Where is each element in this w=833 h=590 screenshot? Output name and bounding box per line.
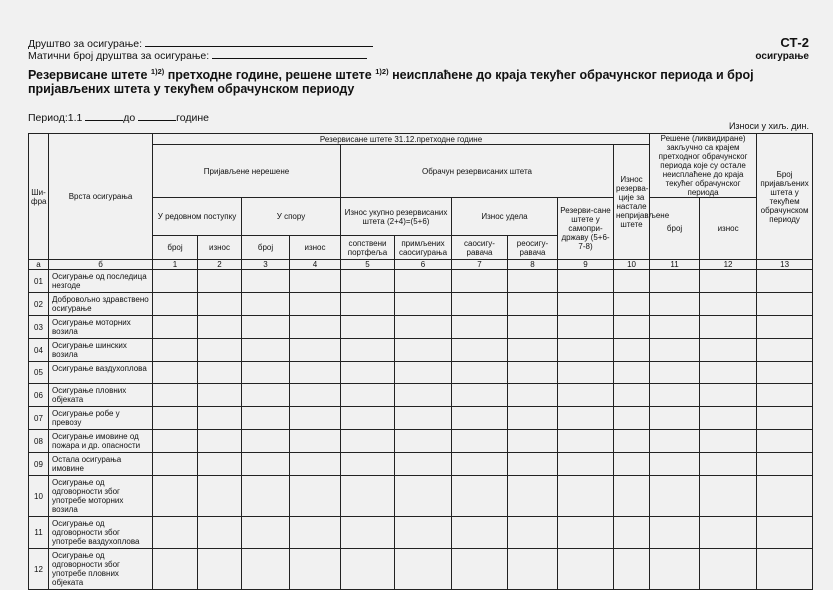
row-insurance-type: Осигурање пловних објеката [49,384,153,407]
table-row [29,453,813,476]
value-cell[interactable] [614,517,650,549]
header-regular-iznos: износ [198,236,242,260]
value-cell[interactable] [757,407,813,430]
value-cell[interactable] [700,549,757,590]
value-cell[interactable] [153,384,198,407]
value-cell[interactable] [395,517,452,549]
header-resolved-iznos: износ [700,198,757,260]
row-insurance-type: Осигурање имовине од пожара и др. опасности [49,430,153,453]
value-cell[interactable] [395,407,452,430]
value-cell[interactable] [341,517,395,549]
column-number: 11 [650,260,700,270]
value-cell[interactable] [395,384,452,407]
period-middle: до [123,112,136,124]
value-cell[interactable] [700,362,757,384]
value-cell[interactable] [395,362,452,384]
table-row [29,270,813,293]
header-reins-received: примљених саосигурања [395,236,452,260]
value-cell[interactable] [198,407,242,430]
table-row [29,362,813,384]
value-cell[interactable] [700,407,757,430]
value-cell[interactable] [153,476,198,517]
value-cell[interactable] [341,407,395,430]
value-cell[interactable] [700,270,757,293]
column-number: 4 [290,260,341,270]
value-cell[interactable] [242,362,290,384]
column-number: 7 [452,260,508,270]
row-insurance-type: Осигурање робе у превозу [49,407,153,430]
value-cell[interactable] [508,549,558,590]
value-cell[interactable] [198,453,242,476]
column-number-row [29,260,813,270]
value-cell[interactable] [558,453,614,476]
value-cell[interactable] [757,517,813,549]
row-insurance-type: Осигурање ваздухоплова [49,362,153,384]
value-cell[interactable] [452,339,508,362]
row-code: 07 [29,407,49,430]
value-cell[interactable] [650,362,700,384]
value-cell[interactable] [198,293,242,316]
value-cell[interactable] [341,549,395,590]
value-cell[interactable] [290,270,341,293]
header-reported: Пријављене нерешене [153,145,341,198]
value-cell[interactable] [558,549,614,590]
header-reserved: Резервисане штете 31.12.претходне године [153,134,650,145]
value-cell[interactable] [558,270,614,293]
value-cell[interactable] [558,339,614,362]
value-cell[interactable] [290,362,341,384]
header-resolved: Решене (ликвидиране) закључно са крајем претходног обрачунског периода које су остале неисплаћене до краја текућег обрачунског периода [650,134,757,198]
value-cell[interactable] [242,549,290,590]
value-cell[interactable] [700,293,757,316]
period-from-blank[interactable] [85,111,123,121]
row-insurance-type: Осигурање моторних возила [49,316,153,339]
value-cell[interactable] [452,384,508,407]
value-cell[interactable] [198,339,242,362]
table-row [29,384,813,407]
value-cell[interactable] [700,517,757,549]
header-count: Број пријављених штета у текућем обрачунском периоду [757,134,813,260]
reg-line [28,49,367,62]
value-cell[interactable] [757,384,813,407]
row-code: 08 [29,430,49,453]
table-row [29,517,813,549]
header-dispute-broj: број [242,236,290,260]
value-cell[interactable] [153,517,198,549]
value-cell[interactable] [198,430,242,453]
row-insurance-type: Осигурање шинских возила [49,339,153,362]
value-cell[interactable] [558,476,614,517]
value-cell[interactable] [508,517,558,549]
value-cell[interactable] [198,549,242,590]
header-dispute-iznos: износ [290,236,341,260]
value-cell[interactable] [558,517,614,549]
value-cell[interactable] [341,316,395,339]
row-insurance-type: Добровољно здравствено осигурање [49,293,153,316]
row-code: 04 [29,339,49,362]
value-cell[interactable] [341,476,395,517]
value-cell[interactable] [452,453,508,476]
value-cell[interactable] [242,430,290,453]
value-cell[interactable] [650,453,700,476]
value-cell[interactable] [395,339,452,362]
value-cell[interactable] [395,293,452,316]
table-row [29,549,813,590]
value-cell[interactable] [757,316,813,339]
value-cell[interactable] [242,316,290,339]
value-cell[interactable] [614,270,650,293]
value-cell[interactable] [341,384,395,407]
value-cell[interactable] [757,430,813,453]
column-number: 9 [558,260,614,270]
header-resolved-broj: број [650,198,700,260]
value-cell[interactable] [242,517,290,549]
header-regular: У редовном поступку [153,198,242,236]
value-cell[interactable] [242,407,290,430]
column-number: 3 [242,260,290,270]
row-insurance-type: Остала осигурања имовине [49,453,153,476]
value-cell[interactable] [757,549,813,590]
column-number: а [29,260,49,270]
title-sup1: 1)2) [150,66,165,76]
value-cell[interactable] [290,430,341,453]
value-cell[interactable] [341,270,395,293]
row-code: 09 [29,453,49,476]
value-cell[interactable] [650,407,700,430]
value-cell[interactable] [614,476,650,517]
value-cell[interactable] [198,270,242,293]
value-cell[interactable] [508,293,558,316]
column-number: 6 [395,260,452,270]
value-cell[interactable] [153,453,198,476]
row-code: 02 [29,293,49,316]
value-cell[interactable] [242,339,290,362]
value-cell[interactable] [614,549,650,590]
header-share: Износ удела [452,198,558,236]
row-insurance-type: Осигурање од одговорности због употребе моторних возила [49,476,153,517]
form-type: осигурање [755,51,809,62]
row-code: 06 [29,384,49,407]
value-cell[interactable] [452,430,508,453]
value-cell[interactable] [198,517,242,549]
value-cell[interactable] [558,384,614,407]
value-cell[interactable] [242,270,290,293]
row-code: 11 [29,517,49,549]
value-cell[interactable] [614,453,650,476]
value-cell[interactable] [290,476,341,517]
value-cell[interactable] [757,476,813,517]
value-cell[interactable] [650,270,700,293]
title-sup2: 1)2) [375,66,389,76]
value-cell[interactable] [395,476,452,517]
header-reins: реосигу-равача [508,236,558,260]
table-row [29,316,813,339]
period-to-blank[interactable] [138,111,176,121]
row-insurance-type: Осигурање од одговорности због употребе ваздухоплова [49,517,153,549]
value-cell[interactable] [290,453,341,476]
value-cell[interactable] [650,339,700,362]
value-cell[interactable] [153,339,198,362]
value-cell[interactable] [341,339,395,362]
value-cell[interactable] [558,407,614,430]
value-cell[interactable] [558,430,614,453]
value-cell[interactable] [452,476,508,517]
value-cell[interactable] [290,316,341,339]
title-part1: Резервисане штете [28,68,148,82]
value-cell[interactable] [290,293,341,316]
table-row [29,407,813,430]
title-part3: неисплаћене до краја текућег обрачунског периода и број пријављених штета у текућем обрачунском периоду [28,68,754,96]
value-cell[interactable] [242,384,290,407]
row-insurance-type: Осигурање од одговорности због употребе пловних објеката [49,549,153,590]
table-row [29,476,813,517]
value-cell[interactable] [153,549,198,590]
company-label: Друштво за осигурање: [28,38,142,50]
column-number: 10 [614,260,650,270]
value-cell[interactable] [558,293,614,316]
value-cell[interactable] [650,549,700,590]
value-cell[interactable] [508,316,558,339]
value-cell[interactable] [558,362,614,384]
form-code-block [755,35,809,62]
value-cell[interactable] [242,476,290,517]
value-cell[interactable] [290,407,341,430]
value-cell[interactable] [290,339,341,362]
value-cell[interactable] [452,362,508,384]
header-calc: Обрачун резервисаних штета [341,145,614,198]
reg-blank[interactable] [212,49,367,59]
value-cell[interactable] [452,316,508,339]
value-cell[interactable] [508,339,558,362]
header-dispute: У спору [242,198,341,236]
row-code: 10 [29,476,49,517]
period-line [28,111,209,124]
header-sifra: Ши-фра [29,134,49,260]
value-cell[interactable] [198,316,242,339]
value-cell[interactable] [650,517,700,549]
column-number: 5 [341,260,395,270]
value-cell[interactable] [650,430,700,453]
value-cell[interactable] [650,293,700,316]
column-number: 8 [508,260,558,270]
value-cell[interactable] [650,316,700,339]
column-number: 1 [153,260,198,270]
value-cell[interactable] [757,453,813,476]
row-code: 05 [29,362,49,384]
header-vrsta: Врста осигурања [49,134,153,260]
value-cell[interactable] [153,316,198,339]
value-cell[interactable] [700,384,757,407]
value-cell[interactable] [341,453,395,476]
value-cell[interactable] [153,270,198,293]
value-cell[interactable] [508,407,558,430]
value-cell[interactable] [700,453,757,476]
column-number: б [49,260,153,270]
value-cell[interactable] [395,316,452,339]
value-cell[interactable] [341,293,395,316]
company-blank[interactable] [145,37,373,47]
header-coins: саосигу-равача [452,236,508,260]
reg-label: Матични број друштва за осигурање: [28,50,210,62]
value-cell[interactable] [153,362,198,384]
row-insurance-type: Осигурање од последица незгоде [49,270,153,293]
value-cell[interactable] [153,430,198,453]
row-code: 03 [29,316,49,339]
value-cell[interactable] [341,362,395,384]
value-cell[interactable] [508,430,558,453]
value-cell[interactable] [757,362,813,384]
value-cell[interactable] [395,453,452,476]
claims-table [28,133,813,590]
title-part2: претходне године, решене штете [164,68,372,82]
table-row [29,293,813,316]
value-cell[interactable] [650,476,700,517]
value-cell[interactable] [700,316,757,339]
row-code: 12 [29,549,49,590]
value-cell[interactable] [757,293,813,316]
value-cell[interactable] [153,407,198,430]
value-cell[interactable] [290,517,341,549]
value-cell[interactable] [290,384,341,407]
value-cell[interactable] [153,293,198,316]
form-title [28,68,798,96]
value-cell[interactable] [198,384,242,407]
value-cell[interactable] [452,270,508,293]
value-cell[interactable] [614,316,650,339]
header-own: сопствени портфеља [341,236,395,260]
period-prefix: Период:1.1 [28,112,83,124]
table-row [29,339,813,362]
value-cell[interactable] [757,270,813,293]
value-cell[interactable] [198,476,242,517]
value-cell[interactable] [614,430,650,453]
value-cell[interactable] [290,549,341,590]
value-cell[interactable] [452,407,508,430]
value-cell[interactable] [508,384,558,407]
value-cell[interactable] [650,384,700,407]
value-cell[interactable] [508,476,558,517]
header-unreported: Износ резерва-ције за настале непријављене штете [614,145,650,260]
value-cell[interactable] [395,270,452,293]
row-code: 01 [29,270,49,293]
column-number: 2 [198,260,242,270]
value-cell[interactable] [614,384,650,407]
header-total: Износ укупно резервисаних штета (2+4)=(5+6) [341,198,452,236]
units-note: Износи у хиљ. дин. [728,121,809,131]
value-cell[interactable] [700,430,757,453]
value-cell[interactable] [558,316,614,339]
value-cell[interactable] [242,293,290,316]
value-cell[interactable] [614,339,650,362]
value-cell[interactable] [700,476,757,517]
value-cell[interactable] [198,362,242,384]
value-cell[interactable] [242,453,290,476]
value-cell[interactable] [452,293,508,316]
table-row [29,430,813,453]
period-suffix: године [176,112,209,124]
value-cell[interactable] [395,549,452,590]
value-cell[interactable] [508,453,558,476]
value-cell[interactable] [508,270,558,293]
column-number: 12 [700,260,757,270]
column-number: 13 [757,260,813,270]
value-cell[interactable] [700,339,757,362]
value-cell[interactable] [614,362,650,384]
header-regular-broj: број [153,236,198,260]
value-cell[interactable] [614,407,650,430]
value-cell[interactable] [757,339,813,362]
header-self: Резерви-сане штете у самопри-државу (5+6-7-8) [558,198,614,260]
form-code: СТ-2 [780,35,809,50]
value-cell[interactable] [452,517,508,549]
value-cell[interactable] [452,549,508,590]
value-cell[interactable] [341,430,395,453]
value-cell[interactable] [614,293,650,316]
value-cell[interactable] [395,430,452,453]
value-cell[interactable] [508,362,558,384]
